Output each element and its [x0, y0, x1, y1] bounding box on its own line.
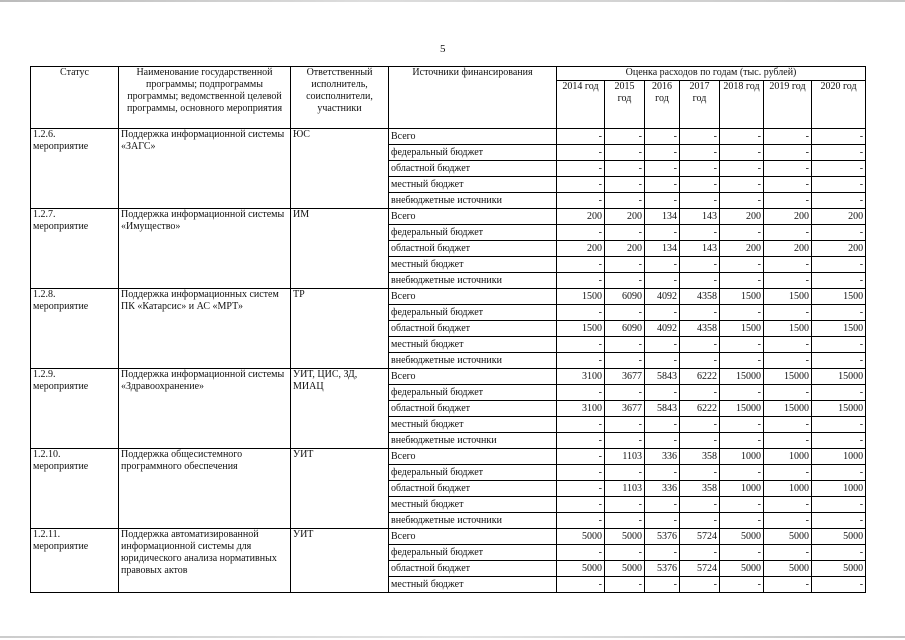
funding-source: местный бюджет	[389, 417, 557, 433]
amount-cell: -	[557, 417, 605, 433]
amount-cell: 6222	[680, 401, 720, 417]
funding-source: местный бюджет	[389, 257, 557, 273]
activity-name: Поддержка общесистемного программного обеспечения	[119, 449, 291, 529]
amount-cell: -	[720, 193, 764, 209]
amount-cell: 1500	[557, 289, 605, 305]
activity-name: Поддержка информационной системы «Здравоохранение»	[119, 369, 291, 449]
responsible-cell: УИТ	[291, 449, 389, 529]
amount-cell: 5376	[645, 561, 680, 577]
amount-cell: 358	[680, 481, 720, 497]
funding-source: областной бюджет	[389, 561, 557, 577]
activity-type: мероприятие	[33, 461, 89, 472]
amount-cell: -	[680, 353, 720, 369]
amount-cell: -	[812, 385, 866, 401]
amount-cell: 1500	[812, 321, 866, 337]
amount-cell: 1000	[720, 481, 764, 497]
amount-cell: -	[812, 337, 866, 353]
amount-cell: 3100	[557, 401, 605, 417]
funding-source: Всего	[389, 529, 557, 545]
amount-cell: -	[764, 497, 812, 513]
activity-type: мероприятие	[33, 301, 89, 312]
amount-cell: 5000	[812, 529, 866, 545]
activity-code: 1.2.7.	[33, 209, 56, 220]
header-sources: Источники финансирования	[389, 67, 557, 129]
responsible-cell: УИТ	[291, 529, 389, 593]
amount-cell: -	[680, 305, 720, 321]
amount-cell: -	[557, 193, 605, 209]
amount-cell: -	[764, 385, 812, 401]
amount-cell: -	[645, 129, 680, 145]
amount-cell: -	[645, 385, 680, 401]
amount-cell: -	[812, 545, 866, 561]
responsible-cell: ИМ	[291, 209, 389, 289]
funding-source: Всего	[389, 289, 557, 305]
amount-cell: -	[645, 433, 680, 449]
amount-cell: 3677	[605, 369, 645, 385]
header-responsible: Ответственный исполнитель, соисполнители, участники	[291, 67, 389, 129]
amount-cell: 4092	[645, 289, 680, 305]
amount-cell: -	[812, 145, 866, 161]
amount-cell: -	[812, 577, 866, 593]
amount-cell: -	[764, 177, 812, 193]
amount-cell: -	[557, 513, 605, 529]
status-cell	[31, 289, 119, 369]
amount-cell: 5000	[812, 561, 866, 577]
header-status: Статус	[31, 67, 119, 129]
funding-source: федеральный бюджет	[389, 145, 557, 161]
amount-cell: -	[605, 225, 645, 241]
amount-cell: -	[764, 193, 812, 209]
amount-cell: 200	[557, 241, 605, 257]
amount-cell: -	[645, 225, 680, 241]
funding-source: федеральный бюджет	[389, 305, 557, 321]
header-year: 2014 год	[557, 81, 605, 129]
amount-cell: -	[680, 497, 720, 513]
amount-cell: -	[557, 577, 605, 593]
amount-cell: -	[680, 465, 720, 481]
amount-cell: -	[557, 257, 605, 273]
amount-cell: 143	[680, 241, 720, 257]
amount-cell: -	[680, 273, 720, 289]
amount-cell: -	[812, 161, 866, 177]
amount-cell: 15000	[812, 369, 866, 385]
amount-cell: 5000	[605, 529, 645, 545]
amount-cell: 6222	[680, 369, 720, 385]
amount-cell: -	[812, 193, 866, 209]
funding-source: областной бюджет	[389, 161, 557, 177]
amount-cell: -	[605, 337, 645, 353]
scan-edge-bottom	[0, 636, 905, 638]
amount-cell: -	[645, 577, 680, 593]
amount-cell: -	[720, 129, 764, 145]
activity-code: 1.2.8.	[33, 289, 56, 300]
funding-source: местный бюджет	[389, 577, 557, 593]
amount-cell: -	[680, 177, 720, 193]
amount-cell: 4358	[680, 289, 720, 305]
amount-cell: -	[764, 273, 812, 289]
header-year: 2017 год	[680, 81, 720, 129]
amount-cell: -	[605, 273, 645, 289]
amount-cell: 200	[605, 241, 645, 257]
amount-cell: 1500	[812, 289, 866, 305]
amount-cell: -	[720, 417, 764, 433]
funding-source: местный бюджет	[389, 337, 557, 353]
amount-cell: 5000	[605, 561, 645, 577]
amount-cell: -	[720, 145, 764, 161]
amount-cell: -	[812, 497, 866, 513]
amount-cell: -	[812, 129, 866, 145]
amount-cell: -	[557, 481, 605, 497]
amount-cell: -	[764, 513, 812, 529]
amount-cell: -	[645, 417, 680, 433]
amount-cell: -	[557, 545, 605, 561]
amount-cell: -	[720, 465, 764, 481]
funding-source: Всего	[389, 369, 557, 385]
amount-cell: 3677	[605, 401, 645, 417]
funding-source: местный бюджет	[389, 177, 557, 193]
amount-cell: -	[605, 545, 645, 561]
budget-table	[30, 66, 866, 593]
activity-name: Поддержка информационной системы «Имущество»	[119, 209, 291, 289]
header-year: 2016 год	[645, 81, 680, 129]
amount-cell: -	[764, 225, 812, 241]
amount-cell: -	[557, 449, 605, 465]
amount-cell: -	[680, 417, 720, 433]
amount-cell: 15000	[812, 401, 866, 417]
amount-cell: 358	[680, 449, 720, 465]
amount-cell: 1500	[720, 289, 764, 305]
amount-cell: -	[720, 273, 764, 289]
amount-cell: 200	[720, 241, 764, 257]
amount-cell: -	[812, 177, 866, 193]
funding-source: областной бюджет	[389, 241, 557, 257]
amount-cell: -	[764, 145, 812, 161]
amount-cell: 15000	[720, 369, 764, 385]
activity-type: мероприятие	[33, 221, 89, 232]
activity-name: Поддержка информационных систем ПК «Катарсис» и АС «МРТ»	[119, 289, 291, 369]
amount-cell: 1000	[764, 481, 812, 497]
amount-cell: 1500	[557, 321, 605, 337]
header-year: 2020 год	[812, 81, 866, 129]
amount-cell: -	[720, 177, 764, 193]
amount-cell: 1000	[812, 449, 866, 465]
funding-source: внебюджетные источники	[389, 193, 557, 209]
amount-cell: -	[812, 305, 866, 321]
amount-cell: -	[605, 177, 645, 193]
amount-cell: -	[605, 161, 645, 177]
amount-cell: 5000	[557, 561, 605, 577]
amount-cell: -	[680, 193, 720, 209]
amount-cell: 5000	[720, 529, 764, 545]
amount-cell: -	[645, 161, 680, 177]
amount-cell: 4358	[680, 321, 720, 337]
amount-cell: -	[645, 465, 680, 481]
amount-cell: 1500	[720, 321, 764, 337]
amount-cell: -	[557, 273, 605, 289]
amount-cell: -	[720, 545, 764, 561]
responsible-cell: УИТ, ЦИС, ЗД, МИАЦ	[291, 369, 389, 449]
amount-cell: -	[605, 129, 645, 145]
amount-cell: 134	[645, 209, 680, 225]
table-row	[31, 449, 866, 465]
status-cell	[31, 449, 119, 529]
responsible-cell: ТР	[291, 289, 389, 369]
amount-cell: -	[605, 353, 645, 369]
funding-source: федеральный бюджет	[389, 545, 557, 561]
funding-source: внебюджетные источники	[389, 353, 557, 369]
funding-source: федеральный бюджет	[389, 465, 557, 481]
funding-source: внебюджетные источнки	[389, 433, 557, 449]
amount-cell: -	[645, 193, 680, 209]
amount-cell: -	[645, 145, 680, 161]
amount-cell: -	[764, 353, 812, 369]
amount-cell: -	[680, 145, 720, 161]
activity-name: Поддержка автоматизированной информационной системы для юридического анализа нормативных правовых актов	[119, 529, 291, 593]
amount-cell: -	[764, 305, 812, 321]
amount-cell: 5724	[680, 561, 720, 577]
funding-source: федеральный бюджет	[389, 385, 557, 401]
status-cell	[31, 369, 119, 449]
amount-cell: -	[680, 513, 720, 529]
status-cell	[31, 209, 119, 289]
amount-cell: 200	[720, 209, 764, 225]
amount-cell: -	[680, 545, 720, 561]
amount-cell: -	[680, 257, 720, 273]
amount-cell: -	[645, 257, 680, 273]
amount-cell: -	[680, 129, 720, 145]
amount-cell: -	[680, 385, 720, 401]
amount-cell: -	[680, 337, 720, 353]
amount-cell: 5000	[557, 529, 605, 545]
amount-cell: 1000	[812, 481, 866, 497]
amount-cell: -	[605, 305, 645, 321]
amount-cell: -	[605, 145, 645, 161]
activity-type: мероприятие	[33, 141, 89, 152]
amount-cell: 134	[645, 241, 680, 257]
amount-cell: -	[645, 305, 680, 321]
funding-source: федеральный бюджет	[389, 225, 557, 241]
amount-cell: 200	[812, 209, 866, 225]
amount-cell: -	[764, 129, 812, 145]
amount-cell: 5843	[645, 401, 680, 417]
amount-cell: 1500	[764, 289, 812, 305]
amount-cell: -	[557, 129, 605, 145]
amount-cell: -	[557, 497, 605, 513]
amount-cell: -	[557, 305, 605, 321]
amount-cell: -	[720, 497, 764, 513]
amount-cell: -	[605, 257, 645, 273]
amount-cell: -	[557, 385, 605, 401]
amount-cell: -	[557, 177, 605, 193]
page-number: 5	[440, 43, 446, 55]
amount-cell: 200	[557, 209, 605, 225]
table-row	[31, 129, 866, 145]
table-body	[31, 129, 866, 593]
amount-cell: -	[720, 161, 764, 177]
scan-edge-top	[0, 0, 905, 2]
amount-cell: 4092	[645, 321, 680, 337]
funding-source: внебюджетные источники	[389, 273, 557, 289]
amount-cell: -	[764, 545, 812, 561]
amount-cell: -	[720, 305, 764, 321]
amount-cell: -	[720, 337, 764, 353]
status-cell	[31, 529, 119, 593]
amount-cell: -	[812, 273, 866, 289]
amount-cell: -	[812, 417, 866, 433]
activity-code: 1.2.10.	[33, 449, 61, 460]
amount-cell: -	[812, 433, 866, 449]
amount-cell: 336	[645, 481, 680, 497]
activity-code: 1.2.9.	[33, 369, 56, 380]
amount-cell: -	[605, 417, 645, 433]
header-estimate: Оценка расходов по годам (тыс. рублей)	[557, 67, 866, 81]
activity-type: мероприятие	[33, 381, 89, 392]
amount-cell: 200	[764, 241, 812, 257]
amount-cell: -	[764, 465, 812, 481]
amount-cell: -	[605, 385, 645, 401]
activity-code: 1.2.6.	[33, 129, 56, 140]
amount-cell: -	[645, 337, 680, 353]
amount-cell: 1103	[605, 449, 645, 465]
amount-cell: -	[720, 225, 764, 241]
amount-cell: -	[764, 577, 812, 593]
header-year: 2019 год	[764, 81, 812, 129]
header-year: 2018 год	[720, 81, 764, 129]
amount-cell: -	[720, 433, 764, 449]
header-year: 2015 год	[605, 81, 645, 129]
amount-cell: -	[605, 577, 645, 593]
activity-name: Поддержка информационной системы «ЗАГС»	[119, 129, 291, 209]
amount-cell: -	[645, 513, 680, 529]
funding-source: областной бюджет	[389, 481, 557, 497]
amount-cell: 5000	[764, 561, 812, 577]
amount-cell: -	[812, 513, 866, 529]
amount-cell: -	[720, 513, 764, 529]
activity-code: 1.2.11.	[33, 529, 61, 540]
amount-cell: -	[605, 497, 645, 513]
table-row	[31, 529, 866, 545]
amount-cell: -	[645, 273, 680, 289]
amount-cell: -	[764, 257, 812, 273]
amount-cell: -	[557, 433, 605, 449]
amount-cell: -	[645, 545, 680, 561]
amount-cell: -	[605, 433, 645, 449]
amount-cell: -	[720, 385, 764, 401]
amount-cell: -	[764, 161, 812, 177]
activity-type: мероприятие	[33, 541, 89, 552]
funding-source: областной бюджет	[389, 401, 557, 417]
amount-cell: 15000	[764, 369, 812, 385]
amount-cell: 5843	[645, 369, 680, 385]
funding-source: Всего	[389, 129, 557, 145]
amount-cell: -	[720, 353, 764, 369]
amount-cell: -	[557, 225, 605, 241]
amount-cell: -	[720, 577, 764, 593]
table-row	[31, 369, 866, 385]
amount-cell: 5376	[645, 529, 680, 545]
amount-cell: 3100	[557, 369, 605, 385]
amount-cell: 1103	[605, 481, 645, 497]
amount-cell: -	[812, 353, 866, 369]
status-cell	[31, 129, 119, 209]
amount-cell: 15000	[764, 401, 812, 417]
amount-cell: -	[764, 433, 812, 449]
funding-source: областной бюджет	[389, 321, 557, 337]
amount-cell: -	[812, 465, 866, 481]
amount-cell: -	[557, 353, 605, 369]
amount-cell: -	[605, 465, 645, 481]
amount-cell: -	[764, 337, 812, 353]
funding-source: местный бюджет	[389, 497, 557, 513]
amount-cell: -	[645, 177, 680, 193]
amount-cell: -	[557, 465, 605, 481]
header-name: Наименование государственной программы; подпрограммы программы; ведомственной целевой программы, основного мероприятия	[119, 67, 291, 129]
amount-cell: -	[680, 161, 720, 177]
amount-cell: -	[605, 513, 645, 529]
funding-source: внебюджетные источники	[389, 513, 557, 529]
amount-cell: 200	[812, 241, 866, 257]
amount-cell: 15000	[720, 401, 764, 417]
amount-cell: 336	[645, 449, 680, 465]
amount-cell: -	[764, 417, 812, 433]
amount-cell: 200	[605, 209, 645, 225]
amount-cell: 6090	[605, 321, 645, 337]
amount-cell: -	[557, 161, 605, 177]
funding-source: Всего	[389, 209, 557, 225]
amount-cell: -	[680, 577, 720, 593]
amount-cell: 200	[764, 209, 812, 225]
amount-cell: 1500	[764, 321, 812, 337]
amount-cell: 5000	[764, 529, 812, 545]
amount-cell: 1000	[764, 449, 812, 465]
amount-cell: -	[557, 337, 605, 353]
amount-cell: -	[645, 353, 680, 369]
amount-cell: -	[557, 145, 605, 161]
amount-cell: 6090	[605, 289, 645, 305]
amount-cell: -	[812, 225, 866, 241]
amount-cell: 143	[680, 209, 720, 225]
amount-cell: 1000	[720, 449, 764, 465]
amount-cell: -	[605, 193, 645, 209]
amount-cell: -	[812, 257, 866, 273]
amount-cell: -	[680, 225, 720, 241]
amount-cell: 5000	[720, 561, 764, 577]
amount-cell: -	[645, 497, 680, 513]
funding-source: Всего	[389, 449, 557, 465]
table-row	[31, 289, 866, 305]
amount-cell: -	[720, 257, 764, 273]
amount-cell: 5724	[680, 529, 720, 545]
table-row	[31, 209, 866, 225]
amount-cell: -	[680, 433, 720, 449]
responsible-cell: ЮС	[291, 129, 389, 209]
